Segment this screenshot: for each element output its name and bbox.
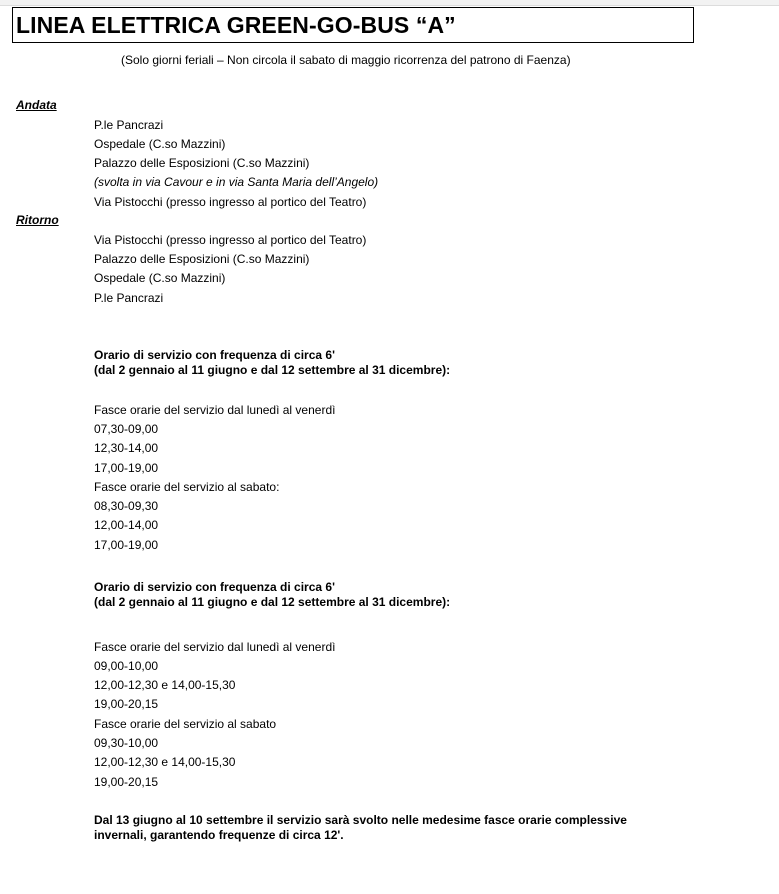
andata-route-note: (svolta in via Cavour e in via Santa Maria dell’Angelo) (94, 175, 379, 189)
ritorno-stop: P.le Pancrazi (94, 291, 164, 305)
document-subtitle: (Solo giorni feriali – Non circola il sabato di maggio ricorrenza del patrono di Faenza) (121, 53, 571, 67)
ritorno-stop: Via Pistocchi (presso ingresso al portico del Teatro) (94, 233, 367, 247)
page-top-edge (0, 0, 779, 6)
schedule1-weekday-time: 17,00-19,00 (94, 461, 159, 475)
andata-stop: Via Pistocchi (presso ingresso al portico del Teatro) (94, 195, 367, 209)
schedule1-weekday-time: 07,30-09,00 (94, 422, 159, 436)
schedule2-saturday-time: 12,00-12,30 e 14,00-15,30 (94, 755, 236, 769)
schedule2-weekday-time: 09,00-10,00 (94, 659, 159, 673)
schedule2-heading: Orario di servizio con frequenza di circa 6' (94, 580, 335, 594)
andata-stop: Palazzo delle Esposizioni (C.so Mazzini) (94, 156, 310, 170)
schedule2-weekday-time: 12,00-12,30 e 14,00-15,30 (94, 678, 236, 692)
schedule2-saturday-time: 09,30-10,00 (94, 736, 159, 750)
andata-stop: Ospedale (C.so Mazzini) (94, 137, 226, 151)
summer-note-line2: invernali, garantendo frequenze di circa 12'. (94, 828, 344, 842)
schedule1-weekday-label: Fasce orarie del servizio dal lunedì al venerdì (94, 403, 336, 417)
ritorno-stop: Palazzo delle Esposizioni (C.so Mazzini) (94, 252, 310, 266)
schedule1-saturday-time: 17,00-19,00 (94, 538, 159, 552)
schedule1-saturday-time: 12,00-14,00 (94, 518, 159, 532)
document-title: LINEA ELETTRICA GREEN-GO-BUS “A” (12, 7, 694, 43)
schedule2-saturday-time: 19,00-20,15 (94, 775, 159, 789)
summer-note-line1: Dal 13 giugno al 10 settembre il servizio sarà svolto nelle medesime fasce orarie complessive (94, 813, 627, 827)
andata-stop: P.le Pancrazi (94, 118, 164, 132)
schedule1-saturday-label: Fasce orarie del servizio al sabato: (94, 480, 280, 494)
ritorno-stop: Ospedale (C.so Mazzini) (94, 271, 226, 285)
schedule2-weekday-time: 19,00-20,15 (94, 697, 159, 711)
schedule1-weekday-time: 12,30-14,00 (94, 441, 159, 455)
schedule2-saturday-label: Fasce orarie del servizio al sabato (94, 717, 277, 731)
andata-label: Andata (16, 98, 57, 112)
ritorno-label: Ritorno (16, 213, 59, 227)
schedule2-period: (dal 2 gennaio al 11 giugno e dal 12 settembre al 31 dicembre): (94, 595, 451, 609)
schedule1-period: (dal 2 gennaio al 11 giugno e dal 12 settembre al 31 dicembre): (94, 363, 451, 377)
schedule1-heading: Orario di servizio con frequenza di circa 6' (94, 348, 335, 362)
schedule1-saturday-time: 08,30-09,30 (94, 499, 159, 513)
schedule2-weekday-label: Fasce orarie del servizio dal lunedì al venerdì (94, 640, 336, 654)
